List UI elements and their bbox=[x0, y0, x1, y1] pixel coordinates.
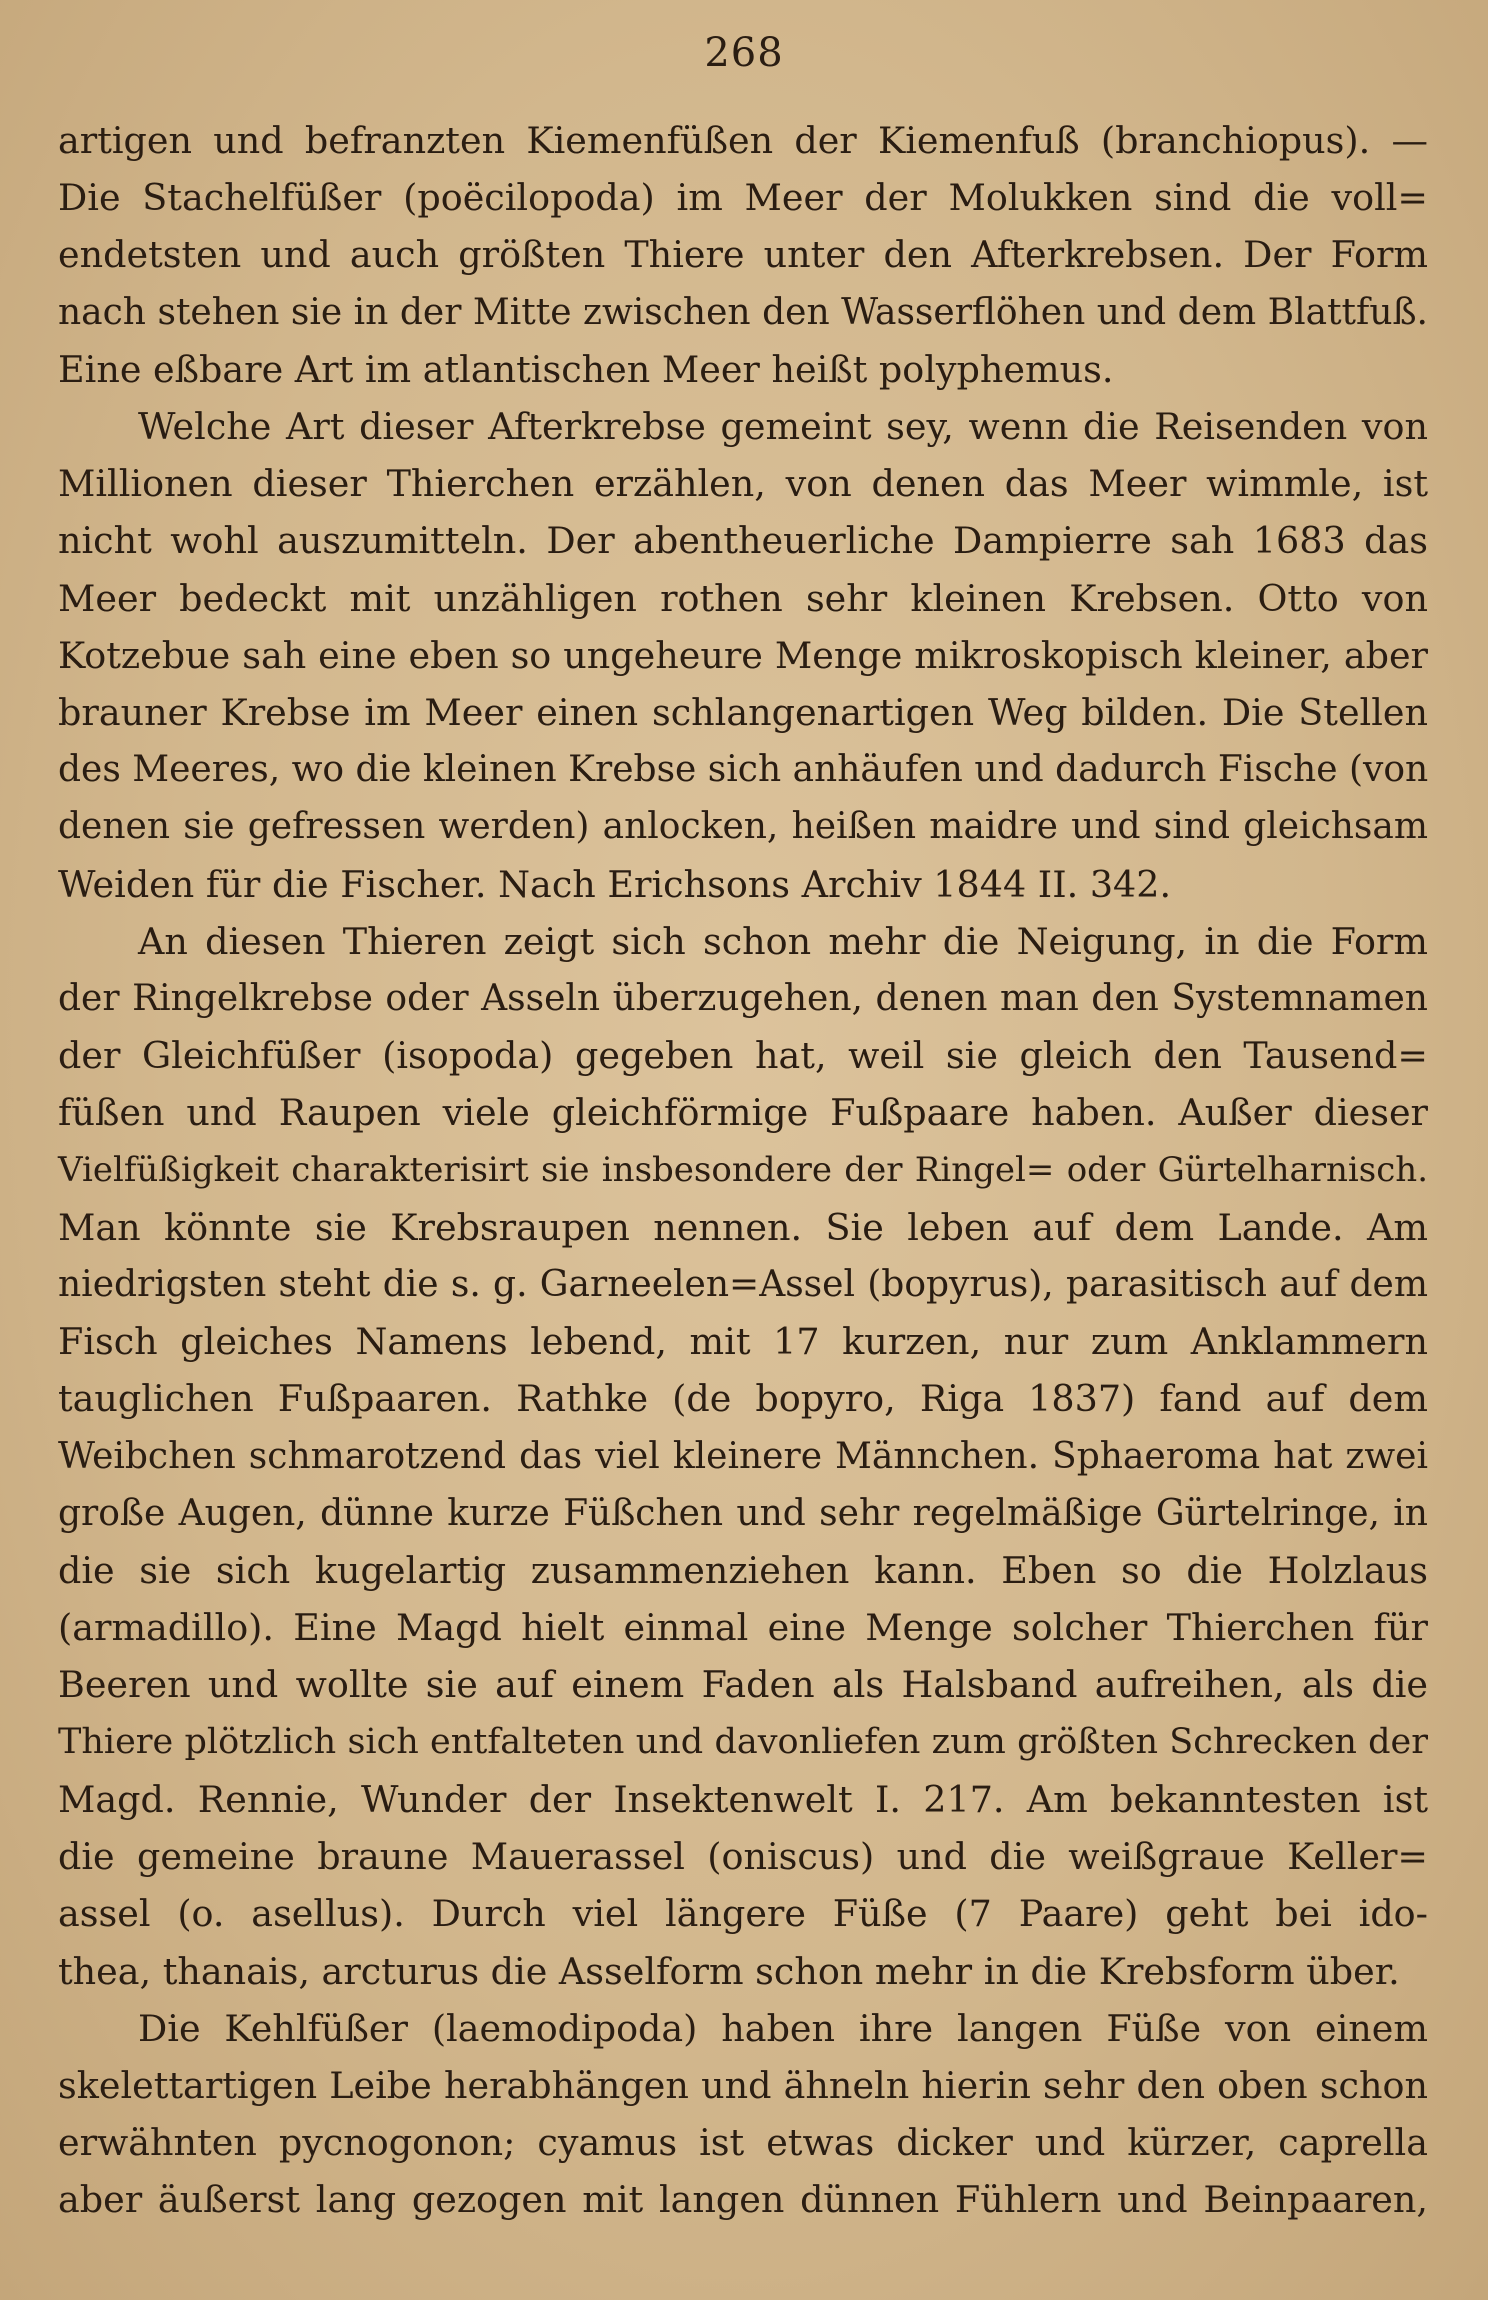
text-line: Fisch gleiches Namens lebend, mit 17 kurzen, nur zum Anklammern bbox=[58, 1320, 1428, 1364]
text-line: die sie sich kugelartig zusammenziehen kann. Eben so die Holzlaus bbox=[58, 1549, 1428, 1593]
text-line: nach stehen sie in der Mitte zwischen den Wasserflöhen und dem Blattfuß. bbox=[58, 291, 1428, 333]
page-number: 268 bbox=[704, 30, 784, 76]
text-line: Beeren und wollte sie auf einem Faden als Halsband aufreihen, als die bbox=[58, 1663, 1428, 1707]
text-line: An diesen Thieren zeigt sich schon mehr die Neigung, in die Form bbox=[138, 919, 1428, 963]
paragraph-4 bbox=[58, 2000, 1428, 2229]
text-line: Vielfüßigkeit charakterisirt sie insbesondere der Ringel= oder Gürtelharnisch. bbox=[58, 1149, 1428, 1190]
text-line: die gemeine braune Mauerassel (oniscus) und die weißgraue Keller= bbox=[58, 1835, 1428, 1879]
text-line: tauglichen Fußpaaren. Rathke (de bopyro, Riga 1837) fand auf dem bbox=[58, 1377, 1428, 1421]
text-line: Weibchen schmarotzend das viel kleinere Männchen. Sphaeroma hat zwei bbox=[58, 1435, 1428, 1477]
text-line: niedrigsten steht die s. g. Garneelen=Assel (bopyrus), parasitisch auf dem bbox=[58, 1264, 1428, 1306]
text-line: assel (o. asellus). Durch viel längere Füße (7 Paare) geht bei ido- bbox=[58, 1892, 1428, 1936]
text-line: Weiden für die Fischer. Nach Erichsons Archiv 1844 II. 342. bbox=[58, 862, 1172, 906]
text-line: große Augen, dünne kurze Füßchen und sehr regelmäßige Gürtelringe, in bbox=[58, 1492, 1428, 1534]
text-line: Kotzebue sah eine eben so ungeheure Menge mikroskopisch kleiner, aber bbox=[58, 633, 1428, 677]
text-line: erwähnten pycnogonon; cyamus ist etwas dicker und kürzer, caprella bbox=[58, 2121, 1428, 2165]
text-line: Eine eßbare Art im atlantischen Meer heißt polyphemus. bbox=[58, 347, 1114, 391]
paragraph-1 bbox=[58, 112, 1428, 398]
text-line: des Meeres, wo die kleinen Krebse sich anhäufen und dadurch Fische (von bbox=[58, 749, 1429, 791]
text-line: skelettartigen Leibe herabhängen und ähneln hierin sehr den oben schon bbox=[58, 2063, 1428, 2107]
body-text bbox=[58, 112, 1428, 2229]
text-line: artigen und befranzten Kiemenfüßen der Kiemenfuß (branchiopus). — bbox=[58, 119, 1428, 162]
text-line: Die Kehlfüßer (laemodipoda) haben ihre langen Füße von einem bbox=[138, 2006, 1428, 2050]
text-line: der Ringelkrebse oder Asseln überzugehen, denen man den Systemnamen bbox=[58, 978, 1428, 1020]
text-line: Die Stachelfüßer (poëcilopoda) im Meer der Molukken sind die voll= bbox=[58, 176, 1428, 220]
text-line: (armadillo). Eine Magd hielt einmal eine Menge solcher Thierchen für bbox=[58, 1606, 1428, 1650]
text-line: brauner Krebse im Meer einen schlangenartigen Weg bilden. Die Stellen bbox=[58, 691, 1428, 735]
text-line: nicht wohl auszumitteln. Der abentheuerliche Dampierre sah 1683 das bbox=[58, 519, 1428, 563]
text-line: Millionen dieser Thierchen erzählen, von denen das Meer wimmle, ist bbox=[58, 462, 1428, 506]
text-line: Welche Art dieser Afterkrebse gemeint sey, wenn die Reisenden von bbox=[138, 405, 1428, 449]
text-line: thea, thanais, arcturus die Asselform schon mehr in die Krebsform über. bbox=[58, 1949, 1400, 1993]
paragraph-3 bbox=[58, 913, 1428, 2000]
paragraph-2 bbox=[58, 398, 1428, 913]
text-line: Thiere plötzlich sich entfalteten und davonliefen zum größten Schrecken der bbox=[58, 1721, 1428, 1762]
text-line: Man könnte sie Krebsraupen nennen. Sie leben auf dem Lande. Am bbox=[58, 1205, 1428, 1249]
text-line: denen sie gefressen werden) anlocken, heißen maidre und sind gleichsam bbox=[58, 806, 1428, 848]
text-line: füßen und Raupen viele gleichförmige Fußpaare haben. Außer dieser bbox=[58, 1091, 1428, 1135]
text-line: aber äußerst lang gezogen mit langen dünnen Fühlern und Beinpaaren, bbox=[58, 2178, 1428, 2222]
text-line: Meer bedeckt mit unzähligen rothen sehr kleinen Krebsen. Otto von bbox=[58, 576, 1428, 620]
text-line: der Gleichfüßer (isopoda) gegeben hat, weil sie gleich den Tausend= bbox=[58, 1034, 1428, 1078]
text-line: endetsten und auch größten Thiere unter den Afterkrebsen. Der Form bbox=[58, 233, 1428, 277]
text-line: Magd. Rennie, Wunder der Insektenwelt I. 217. Am bekanntesten ist bbox=[58, 1777, 1428, 1821]
